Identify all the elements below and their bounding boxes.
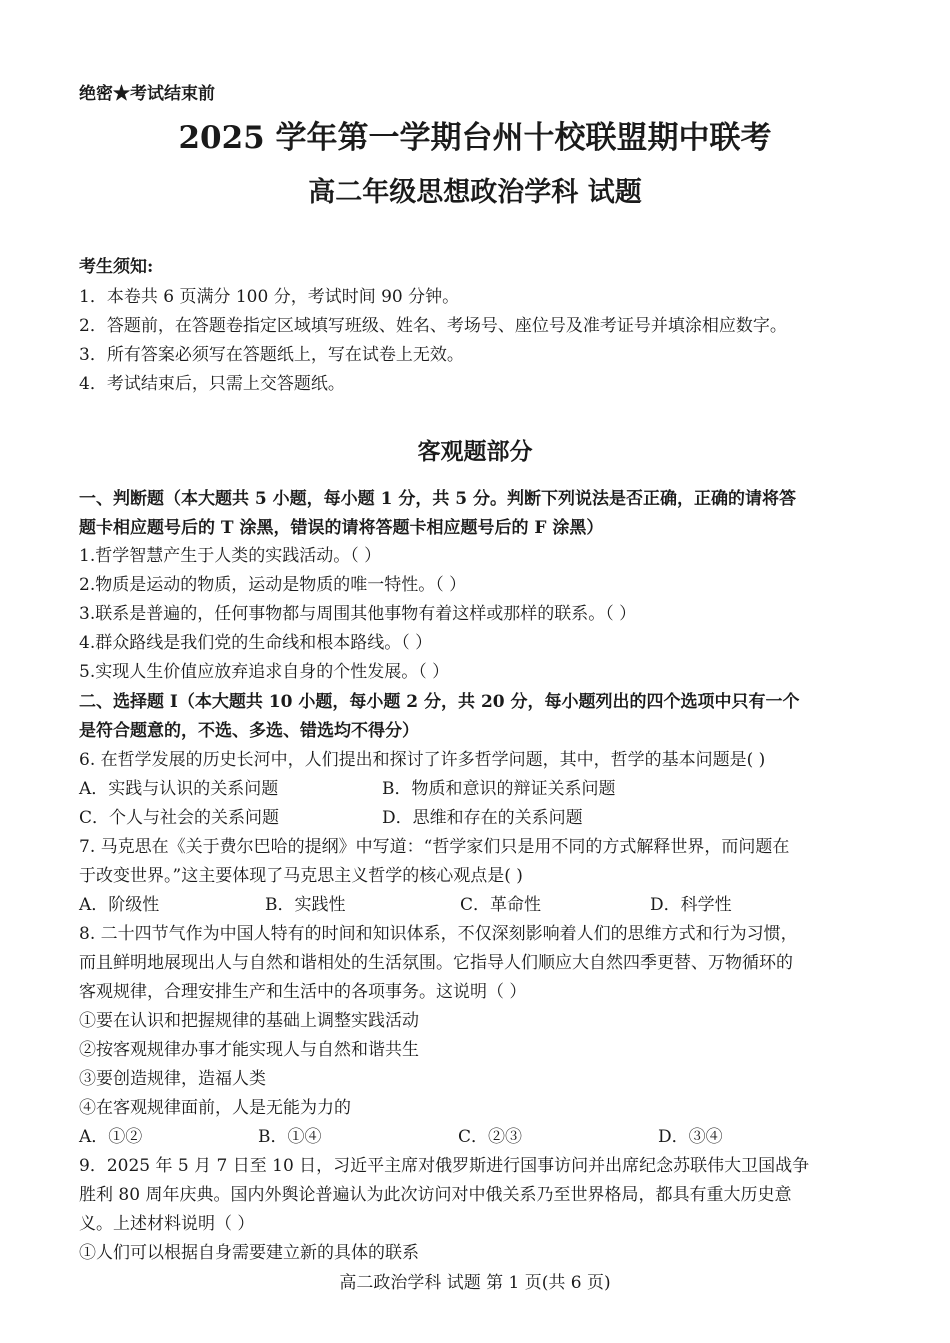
option-d: D．思维和存在的关系问题 [382, 808, 583, 828]
option-c: C．革命性 [460, 895, 542, 915]
option-b: B．实践性 [265, 895, 346, 915]
question-9-stem: 义。上述材料说明（ ） [79, 1214, 255, 1234]
option-d: D．科学性 [650, 895, 732, 915]
statement-item: ②按客观规律办事才能实现人与自然和谐共生 [79, 1040, 419, 1060]
option-b: B．①④ [258, 1127, 322, 1147]
option-d: D．③④ [658, 1127, 723, 1147]
judge-question: 2.物质是运动的物质，运动是物质的唯一特性。（ ） [79, 575, 467, 595]
statement-item: ①要在认识和把握规律的基础上调整实践活动 [79, 1011, 419, 1031]
question-8-stem: 而且鲜明地展现出人与自然和谐相处的生活氛围。它指导人们顺应大自然四季更替、万物循环的 [79, 953, 793, 973]
objective-section-title: 客观题部分 [417, 438, 533, 465]
section1-heading: 题卡相应题号后的 T 涂黑，错误的请将答题卡相应题号后的 F 涂黑） [79, 518, 604, 538]
statement-item: ③要创造规律，造福人类 [79, 1069, 266, 1089]
section1-heading: 一、判断题（本大题共 5 小题，每小题 1 分，共 5 分。判断下列说法是否正确，正确的请将答 [79, 489, 796, 509]
judge-question: 3.联系是普遍的，任何事物都与周围其他事物有着这样或那样的联系。（ ） [79, 604, 637, 624]
question-7-stem: 于改变世界。”这主要体现了马克思主义哲学的核心观点是( ) [79, 866, 523, 886]
notice-item: 2．答题前，在答题卷指定区域填写班级、姓名、考场号、座位号及准考证号并填涂相应数字。 [79, 316, 787, 336]
confidential-label: 绝密★考试结束前 [79, 84, 215, 104]
question-6-stem: 6. 在哲学发展的历史长河中，人们提出和探讨了许多哲学问题，其中，哲学的基本问题是( ) [79, 750, 766, 770]
page-footer: 高二政治学科 试题 第 1 页(共 6 页) [339, 1273, 611, 1293]
section2-heading: 二、选择题 I（本大题共 10 小题，每小题 2 分，共 20 分，每小题列出的四个选项中只有一个 [79, 692, 800, 712]
notice-item: 1．本卷共 6 页满分 100 分，考试时间 90 分钟。 [79, 287, 460, 307]
option-c: C．②③ [458, 1127, 523, 1147]
exam-subtitle: 高二年级思想政治学科 试题 [308, 177, 642, 208]
judge-question: 5.实现人生价值应放弃追求自身的个性发展。（ ） [79, 662, 450, 682]
option-a: A．实践与认识的关系问题 [79, 779, 279, 799]
question-8-stem: 客观规律，合理安排生产和生活中的各项事务。这说明（ ） [79, 982, 527, 1002]
option-c: C．个人与社会的关系问题 [79, 808, 280, 828]
judge-question: 4.群众路线是我们党的生命线和根本路线。（ ） [79, 633, 433, 653]
question-7-stem: 7. 马克思在《关于费尔巴哈的提纲》中写道：“哲学家们只是用不同的方式解释世界，而问题在 [79, 837, 790, 857]
option-b: B．物质和意识的辩证关系问题 [382, 779, 616, 799]
statement-item: ①人们可以根据自身需要建立新的具体的联系 [79, 1243, 419, 1263]
statement-item: ④在客观规律面前，人是无能为力的 [79, 1098, 351, 1118]
section2-heading: 是符合题意的，不选、多选、错选均不得分） [79, 721, 419, 741]
question-8-stem: 8. 二十四节气作为中国人特有的时间和知识体系，不仅深刻影响着人们的思维方式和行为习惯， [79, 924, 798, 944]
question-9-stem: 胜利 80 周年庆典。国内外舆论普遍认为此次访问对中俄关系乃至世界格局，都具有重大历史意 [79, 1185, 792, 1205]
notice-item: 3．所有答案必须写在答题纸上，写在试卷上无效。 [79, 345, 464, 365]
notice-item: 4．考试结束后，只需上交答题纸。 [79, 374, 345, 394]
notice-title: 考生须知: [79, 257, 154, 277]
judge-question: 1.哲学智慧产生于人类的实践活动。（ ） [79, 546, 382, 566]
question-9-stem: 9．2025 年 5 月 7 日至 10 日，习近平主席对俄罗斯进行国事访问并出席纪念苏联伟大卫国战争 [79, 1156, 810, 1176]
exam-title: 2025 学年第一学期台州十校联盟期中联考 [178, 120, 772, 156]
option-a: A．①② [79, 1127, 143, 1147]
option-a: A．阶级性 [79, 895, 160, 915]
